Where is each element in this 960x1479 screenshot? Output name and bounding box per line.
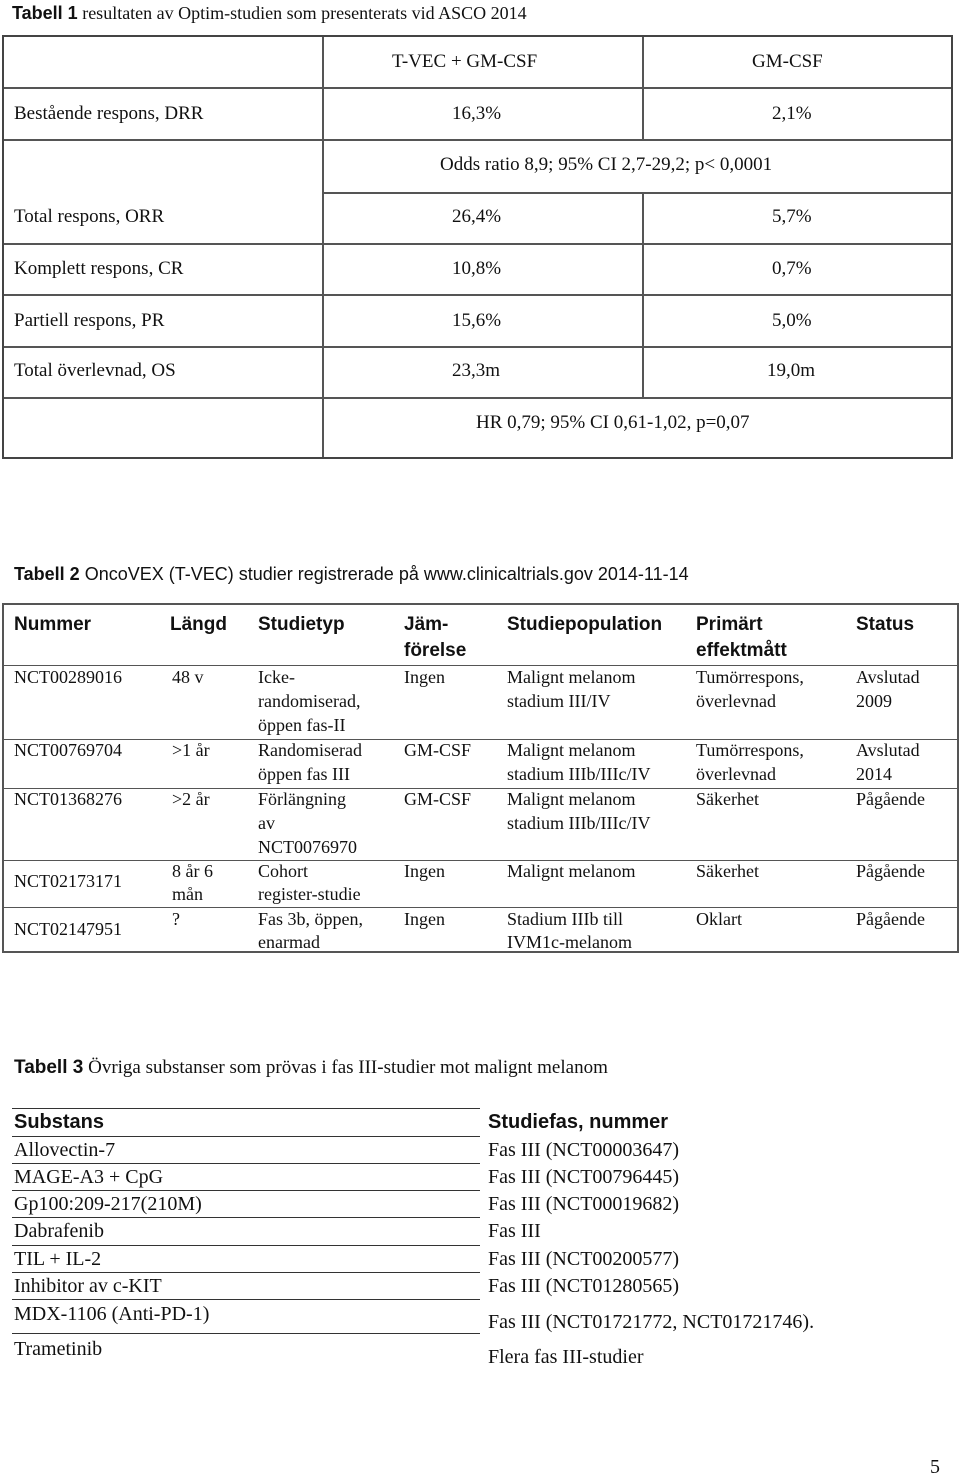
table2-cell-studietyp: enarmad — [258, 932, 320, 952]
table1-rule — [642, 192, 644, 398]
table2-cell-status: Pågående — [856, 789, 925, 809]
table2-rule — [4, 788, 957, 789]
table2-cell-primart: Säkerhet — [696, 789, 759, 809]
table3-rule — [12, 1245, 480, 1246]
table2-cell-studietyp: Icke- — [258, 667, 295, 687]
table3-rule — [12, 1272, 480, 1273]
table2-rule — [4, 665, 957, 666]
table2-cell-jamforelse: GM-CSF — [404, 740, 472, 760]
table1-title-text: resultaten av Optim-studien som presenterats vid ASCO 2014 — [77, 3, 527, 23]
table2-header-population: Studiepopulation — [507, 614, 663, 635]
table2-header-studietyp: Studietyp — [258, 614, 345, 635]
table1-rule — [4, 346, 951, 348]
table2-title — [14, 563, 689, 585]
table1-row-a: 26,4% — [452, 206, 502, 227]
table1-row-a: 23,3m — [452, 360, 501, 381]
table2-cell-population: IVM1c-melanom — [507, 932, 632, 952]
table1-row-label: Total respons, ORR — [14, 206, 165, 227]
table1-row-b: 5,0% — [772, 310, 812, 331]
table2-cell-primart: Tumörrespons, — [696, 667, 804, 687]
table2-cell-langd: >1 år — [172, 740, 210, 760]
table1-title-label: Tabell 1 — [12, 3, 78, 23]
table2-cell-nummer: NCT02173171 — [14, 871, 122, 891]
table3-rule — [12, 1217, 480, 1218]
table2-cell-population: Malignt melanom — [507, 667, 636, 687]
table1-row-label: Bestående respons, DRR — [14, 103, 204, 124]
table2-cell-studietyp: Randomiserad — [258, 740, 362, 760]
table2-cell-status: Avslutad — [856, 667, 920, 687]
table1-rule — [322, 192, 951, 194]
table2-cell-studietyp: öppen fas III — [258, 764, 350, 784]
table1 — [2, 35, 953, 459]
table2-cell-studietyp: Fas 3b, öppen, — [258, 909, 363, 929]
table2-title-label: Tabell 2 — [14, 564, 80, 584]
table2-title-text: OncoVEX (T-VEC) studier registrerade på www.clinicaltrials.gov 2014-11-14 — [79, 564, 689, 584]
table2-cell-studietyp: NCT0076970 — [258, 837, 357, 857]
table2-rule — [4, 739, 957, 740]
table3-cell-fas: Fas III (NCT00019682) — [488, 1193, 680, 1215]
table2-cell-studietyp: register-studie — [258, 884, 361, 904]
table2-cell-studietyp: av — [258, 813, 275, 833]
table1-row-b: 19,0m — [767, 360, 816, 381]
table3-cell-substans: Inhibitor av c-KIT — [14, 1275, 162, 1297]
table3-title-label: Tabell 3 — [14, 1057, 84, 1078]
table1-note: Odds ratio 8,9; 95% CI 2,7-29,2; p< 0,0001 — [440, 154, 773, 175]
table2-cell-nummer: NCT01368276 — [14, 789, 122, 809]
table2-cell-status: Pågående — [856, 861, 925, 881]
table2-cell-status: Pågående — [856, 909, 925, 929]
table2-cell-primart: överlevnad — [696, 691, 776, 711]
table1-rule — [642, 37, 644, 140]
table2-cell-langd: 48 v — [172, 667, 204, 687]
table1-header-gmcsf: GM-CSF — [752, 51, 823, 72]
table3-cell-fas: Fas III (NCT01280565) — [488, 1275, 680, 1297]
table3-rule — [12, 1163, 480, 1164]
table1-note: HR 0,79; 95% CI 0,61-1,02, p=0,07 — [476, 412, 750, 433]
table2-cell-jamforelse: Ingen — [404, 861, 445, 881]
table1-rule — [4, 139, 951, 141]
table3-cell-substans: Dabrafenib — [14, 1220, 104, 1242]
table2-cell-studietyp: Förlängning — [258, 789, 346, 809]
table1-row-b: 0,7% — [772, 258, 812, 279]
table3-rule — [12, 1333, 480, 1334]
table2 — [2, 603, 959, 953]
table2-cell-studietyp: Cohort — [258, 861, 309, 881]
table3-rule — [12, 1190, 480, 1191]
table3-header-fas: Studiefas, nummer — [488, 1111, 669, 1133]
table3-rule — [12, 1136, 480, 1137]
table1-rule — [4, 87, 951, 89]
table2-cell-status: 2014 — [856, 764, 892, 784]
table3-cell-fas: Fas III (NCT01721772, NCT01721746). — [488, 1311, 815, 1333]
table3-cell-fas: Fas III (NCT00200577) — [488, 1248, 680, 1270]
table2-header-jamforelse-1: Jäm- — [404, 614, 449, 635]
table2-cell-primart: Oklart — [696, 909, 742, 929]
table2-cell-langd: 8 år 6 — [172, 861, 213, 881]
table3-title — [14, 1057, 608, 1079]
table2-cell-status: 2009 — [856, 691, 892, 711]
table1-row-label: Partiell respons, PR — [14, 310, 165, 331]
table2-cell-nummer: NCT00769704 — [14, 740, 122, 760]
table3-rule — [12, 1108, 480, 1109]
table2-cell-population: Malignt melanom — [507, 789, 636, 809]
table3-cell-substans: TIL + IL-2 — [14, 1248, 102, 1270]
table2-header-nummer: Nummer — [14, 614, 92, 635]
table1-rule — [4, 397, 951, 399]
table1-rule — [322, 37, 324, 457]
table2-cell-population: Stadium IIIb till — [507, 909, 623, 929]
table3-cell-substans: MAGE-A3 + CpG — [14, 1166, 164, 1188]
table3-header-substans: Substans — [14, 1111, 105, 1133]
table2-cell-population: Malignt melanom — [507, 740, 636, 760]
page-number: 5 — [930, 1456, 940, 1478]
table3-title-text: Övriga substanser som prövas i fas III-studier mot malignt melanom — [83, 1057, 608, 1078]
table2-cell-jamforelse: GM-CSF — [404, 789, 472, 809]
table2-cell-studietyp: randomiserad, — [258, 691, 361, 711]
table2-cell-jamforelse: Ingen — [404, 909, 445, 929]
table2-cell-nummer: NCT00289016 — [14, 667, 122, 687]
table3-cell-substans: Gp100:209-217(210M) — [14, 1193, 202, 1215]
table2-rule — [4, 860, 957, 861]
table2-cell-primart: Säkerhet — [696, 861, 759, 881]
table3-rule — [12, 1299, 480, 1300]
table2-rule — [4, 907, 957, 908]
table1-row-a: 16,3% — [452, 103, 502, 124]
table2-header-primart-1: Primärt — [696, 614, 763, 635]
table1-rule — [4, 294, 951, 296]
table3-cell-fas: Fas III (NCT00796445) — [488, 1166, 680, 1188]
table2-cell-jamforelse: Ingen — [404, 667, 445, 687]
table2-header-status: Status — [856, 614, 915, 635]
table1-title — [12, 2, 527, 24]
table2-cell-population: stadium III/IV — [507, 691, 611, 711]
table2-cell-population: stadium IIIb/IIIc/IV — [507, 813, 651, 833]
table1-rule — [4, 243, 951, 245]
table2-header-langd: Längd — [170, 614, 227, 635]
table2-cell-langd: mån — [172, 884, 203, 904]
table2-cell-population: Malignt melanom — [507, 861, 636, 881]
table1-header-tvec: T-VEC + GM-CSF — [392, 51, 538, 72]
table2-header-primart-2: effektmått — [696, 640, 787, 661]
table3-cell-substans: Allovectin-7 — [14, 1139, 116, 1161]
table3-cell-substans: Trametinib — [14, 1338, 103, 1360]
table3-cell-fas: Flera fas III-studier — [488, 1346, 644, 1368]
table2-cell-population: stadium IIIb/IIIc/IV — [507, 764, 651, 784]
table2-cell-studietyp: öppen fas-II — [258, 715, 346, 735]
table2-cell-langd: >2 år — [172, 789, 210, 809]
table2-cell-langd: ? — [172, 909, 180, 929]
table1-row-b: 2,1% — [772, 103, 812, 124]
table1-row-b: 5,7% — [772, 206, 812, 227]
table1-row-a: 10,8% — [452, 258, 502, 279]
table3-cell-fas: Fas III (NCT00003647) — [488, 1139, 680, 1161]
table3-cell-substans: MDX-1106 (Anti-PD-1) — [14, 1303, 210, 1325]
table1-row-label: Komplett respons, CR — [14, 258, 184, 279]
table2-cell-primart: överlevnad — [696, 764, 776, 784]
table1-row-label: Total överlevnad, OS — [14, 360, 176, 381]
table2-cell-status: Avslutad — [856, 740, 920, 760]
table1-row-a: 15,6% — [452, 310, 502, 331]
table2-cell-primart: Tumörrespons, — [696, 740, 804, 760]
table2-cell-nummer: NCT02147951 — [14, 919, 122, 939]
table3-cell-fas: Fas III — [488, 1220, 541, 1242]
table2-header-jamforelse-2: förelse — [404, 640, 467, 661]
